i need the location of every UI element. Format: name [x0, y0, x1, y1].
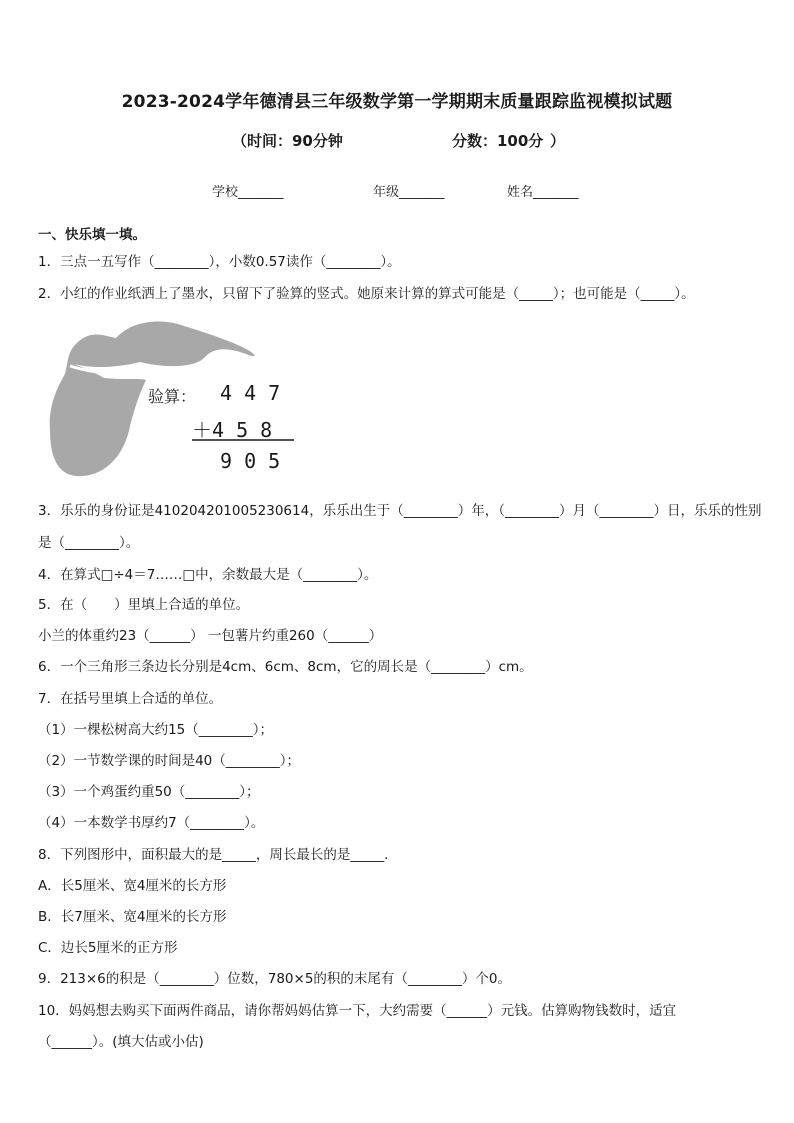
page-title: 2023-2024学年德清县三年级数学第一学期期末质量跟踪监视模拟试题 — [121, 92, 673, 112]
option-b: B．长7厘米、宽4厘米的长方形 — [38, 909, 227, 925]
section-heading: 一、快乐填一填。 — [38, 227, 146, 243]
question-7-3: （3）一个鸡蛋约重50（________）； — [38, 784, 260, 800]
check-label: 验算： — [148, 387, 197, 406]
question-10: 10．妈妈想去购买下面两件商品，请你帮妈妈估算一下，大约需要（______）元钱。估算购物钱数时，适宜 — [38, 1003, 677, 1019]
question-2: 2．小红的作业纸洒上了墨水，只留下了验算的竖式。她原来计算的算式可能是（_____）；也可能是（_____）。 — [38, 286, 695, 302]
question-5: 5．在（ ）里填上合适的单位。 — [38, 597, 250, 613]
question-10-cont: （______）。(填大估或小估) — [38, 1034, 204, 1050]
question-7: 7．在括号里填上合适的单位。 — [38, 691, 223, 707]
question-7-4: （4）一本数学书厚约7（________）。 — [38, 815, 265, 831]
option-c: C．边长5厘米的正方形 — [38, 940, 178, 956]
sum-result: 9 0 5 — [220, 449, 281, 473]
addend-1: 4 4 7 — [220, 381, 281, 405]
question-1: 1．三点一五写作（________），小数0.57读作（________）。 — [38, 254, 401, 270]
question-7-1: （1）一棵松树高大约15（________）； — [38, 722, 274, 738]
question-4: 4．在算式□÷4＝7……□中，余数最大是（________）。 — [38, 567, 378, 583]
question-8: 8．下列图形中，面积最大的是_____，周长最长的是_____． — [38, 847, 398, 863]
school-field: 学校_______ — [212, 185, 284, 200]
question-9: 9．213×6的积是（________）位数，780×5的积的末尾有（________）个0。 — [38, 971, 512, 987]
close-paren: ） — [550, 132, 566, 150]
addend-2: ＋4 5 8 — [192, 418, 273, 442]
ink-stain-figure — [44, 318, 314, 483]
time-limit: （时间：90分钟 — [232, 132, 343, 150]
question-5-items: 小兰的体重约23（______） 一包薯片约重260（______） — [38, 628, 383, 644]
question-3: 3．乐乐的身份证是410204201005230614，乐乐出生于（________）年，（________）月（________）日，乐乐的性别 — [38, 503, 762, 519]
question-7-2: （2）一节数学课的时间是40（________）； — [38, 753, 301, 769]
total-score: 分数：100分 — [452, 132, 544, 150]
option-a: A．长5厘米、宽4厘米的长方形 — [38, 878, 227, 894]
question-6: 6．一个三角形三条边长分别是4cm、6cm、8cm，它的周长是（________）cm。 — [38, 659, 533, 675]
question-3-cont: 是（________）。 — [38, 535, 140, 551]
grade-field: 年级_______ — [373, 185, 445, 200]
name-field: 姓名_______ — [507, 185, 579, 200]
